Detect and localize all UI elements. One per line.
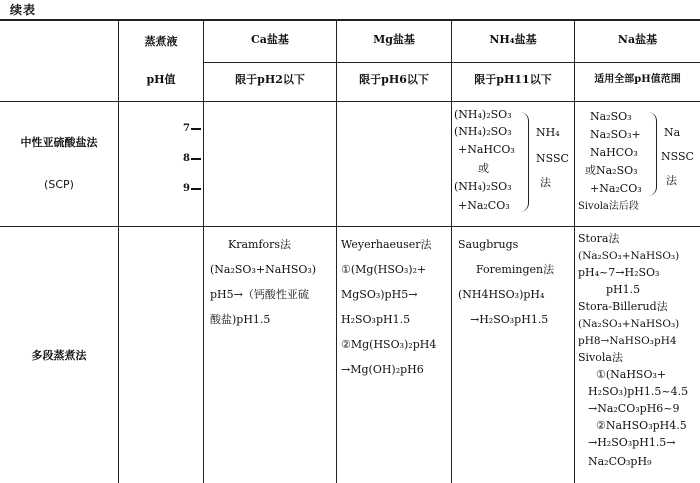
multi-nh4-line: (NH4HSO₃)pH₄ xyxy=(458,288,545,301)
col-rule-2 xyxy=(203,19,204,483)
scp-nh4-line: (NH₄)₂SO₃ xyxy=(454,180,512,193)
multi-na-line: (Na₂SO₃+NaHSO₃) xyxy=(578,318,680,330)
multi-na-line: H₂SO₃)pH1.5~4.5 xyxy=(588,385,689,398)
scp-nh4-line: (NH₄)₂SO₃ xyxy=(454,125,512,138)
header-ca-base: Ca盐基 xyxy=(251,33,289,46)
header-na-base: Na盐基 xyxy=(617,33,658,46)
scp-na-brace xyxy=(648,112,657,196)
col-rule-3 xyxy=(336,19,337,483)
multi-na-line: →H₂SO₃pH1.5→ xyxy=(588,436,676,449)
multi-mg-line: →Mg(OH)₂pH6 xyxy=(341,363,424,376)
multi-na-line: ②NaHSO₃pH4.5 xyxy=(596,419,687,432)
multi-mg-line: ②Mg(HSO₃)₂pH4 xyxy=(341,338,437,351)
header-bottom-rule xyxy=(0,101,700,102)
header-mg-range: 限于pH6以下 xyxy=(359,73,429,86)
scp-na-side: 法 xyxy=(666,174,677,187)
multi-nh4-line: Foremingen法 xyxy=(476,263,555,276)
multi-ca-line: (Na₂SO₃+NaHSO₃) xyxy=(210,263,317,276)
col-rule-4 xyxy=(451,19,452,483)
scp-nh4-side: NSSC xyxy=(536,152,569,165)
multi-na-line: Sivola法 xyxy=(578,351,623,364)
top-rule xyxy=(0,19,700,21)
header-ca-range: 限于pH2以下 xyxy=(235,73,305,86)
scp-label: 中性亚硫酸盐法 xyxy=(20,136,98,149)
multi-na-line: Na₂CO₃pH₉ xyxy=(588,455,652,468)
multi-mg-line: H₂SO₃pH1.5 xyxy=(341,313,411,326)
table-caption: 续表 xyxy=(10,3,37,17)
multi-mg-line: Weyerhaeuser法 xyxy=(341,238,432,251)
multi-ca-line: pH5→（钙酸性亚硫 xyxy=(210,288,309,301)
multi-mg-line: MgSO₃)pH5→ xyxy=(341,288,418,301)
header-mg-base: Mg盐基 xyxy=(373,33,415,46)
multi-ca-line: Kramfors法 xyxy=(228,238,292,251)
scp-na-line: Sivola法后段 xyxy=(578,201,639,212)
ph-tick-9 xyxy=(191,188,201,190)
scp-nh4-side: 法 xyxy=(540,176,551,189)
ph-tick-label-7: 7 xyxy=(183,123,190,134)
scp-nh4-line: (NH₄)₂SO₃ xyxy=(454,108,512,121)
multi-label: 多段蒸煮法 xyxy=(31,349,87,362)
multi-na-line: Stora-Billerud法 xyxy=(578,300,668,313)
multi-na-line: ①(NaHSO₃+ xyxy=(596,368,667,381)
scp-na-line: 或Na₂SO₃ xyxy=(585,164,638,177)
scp-abbr: (SCP) xyxy=(44,178,74,191)
multi-na-line: pH1.5 xyxy=(606,283,641,296)
col-rule-5 xyxy=(574,19,575,483)
ph-tick-8 xyxy=(191,158,201,160)
multi-mg-line: ①(Mg(HSO₃)₂+ xyxy=(341,263,427,276)
scp-na-line: Na₂SO₃+ xyxy=(590,128,641,141)
header-na-range: 适用全部pH值范围 xyxy=(594,74,681,85)
header-nh4-base: NH₄盐基 xyxy=(489,33,537,46)
scp-nh4-side: NH₄ xyxy=(536,126,560,139)
scp-na-line: Na₂SO₃ xyxy=(590,110,632,123)
scp-na-side: NSSC xyxy=(661,150,694,163)
ph-tick-7 xyxy=(191,128,201,130)
multi-na-line: Stora法 xyxy=(578,232,620,245)
multi-na-line: →Na₂CO₃pH6~9 xyxy=(588,402,680,415)
header-liquor: 蒸煮液 xyxy=(144,35,178,48)
multi-na-line: pH8→NaHSO₃pH4 xyxy=(578,335,677,347)
scp-nh4-line: +Na₂CO₃ xyxy=(458,199,510,212)
multi-na-line: (Na₂SO₃+NaHSO₃) xyxy=(578,250,680,262)
multi-nh4-line: →H₂SO₃pH1.5 xyxy=(470,313,549,326)
multi-ca-line: 酸盐)pH1.5 xyxy=(210,313,271,326)
scp-nh4-brace xyxy=(520,112,529,212)
scp-na-side: Na xyxy=(664,126,681,139)
scp-nh4-line: +NaHCO₃ xyxy=(458,143,515,156)
multi-na-line: pH₄~7→H₂SO₃ xyxy=(578,266,660,279)
col-rule-1 xyxy=(118,19,119,483)
header-nh4-range: 限于pH11以下 xyxy=(474,73,552,86)
header-ph-value: pH值 xyxy=(146,73,176,86)
scp-bottom-rule xyxy=(0,226,700,227)
ph-tick-label-9: 9 xyxy=(183,183,190,194)
scp-nh4-line: 或 xyxy=(478,162,489,175)
ph-tick-label-8: 8 xyxy=(183,153,190,164)
scp-na-line: +Na₂CO₃ xyxy=(590,182,642,195)
multi-nh4-line: Saugbrugs xyxy=(458,238,519,251)
scp-na-line: NaHCO₃ xyxy=(590,146,638,159)
